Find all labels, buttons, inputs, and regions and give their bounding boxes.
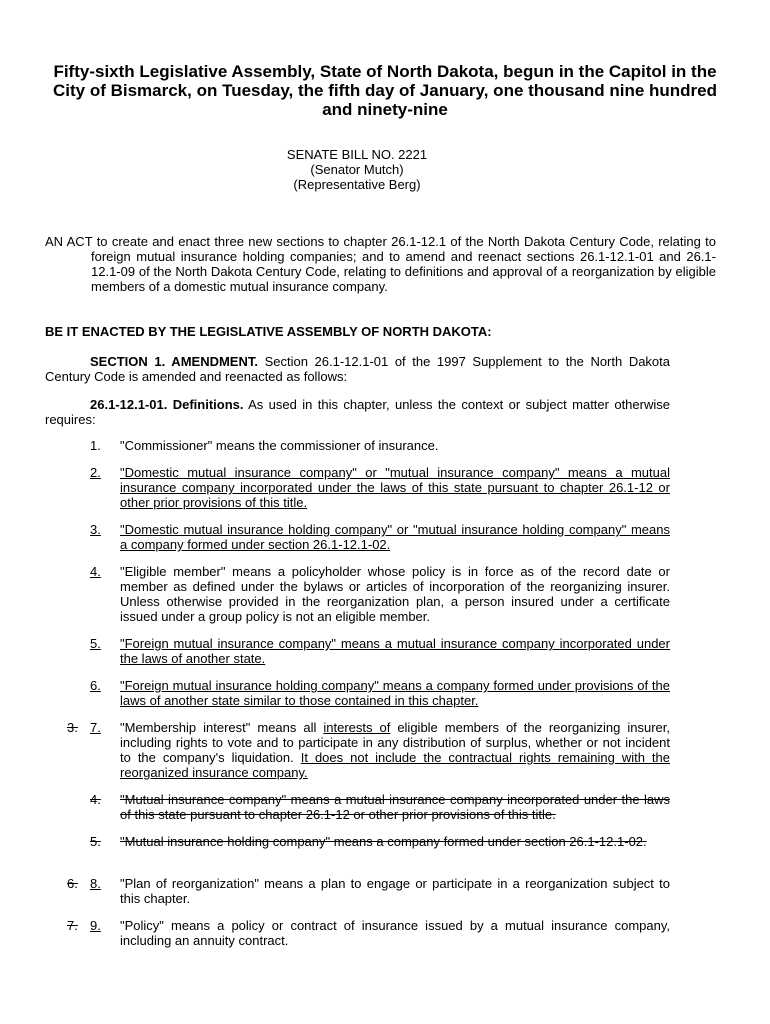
item-text: "Mutual insurance holding company" means a company formed under section 26.1-12.1-02. <box>120 834 647 849</box>
item-old-number: 7. <box>67 918 78 933</box>
act-paragraph: AN ACT to create and enact three new sections to chapter 26.1-12.1 of the North Dakota Century Code, relating to foreign mutual insurance holding companies; and to amend and reenact sections 26.1-12.1-01 and 26.1-12.1-09 of the North Dakota Century Code, relating to definitions and approval of a reorganization by eligible members of a domestic mutual insurance company. <box>45 234 716 294</box>
definition-item <box>45 720 670 780</box>
item-number: 1. <box>90 438 101 453</box>
item-number: 3. <box>90 522 101 537</box>
item-text: "Foreign mutual insurance company" means a mutual insurance company incorporated under the laws of another state. <box>120 636 670 666</box>
item-text-part: "Membership interest" means all <box>120 720 324 735</box>
item-number: 7. <box>90 720 101 735</box>
item-number: 9. <box>90 918 101 933</box>
item-number: 4. <box>90 792 101 807</box>
item-number: 5. <box>90 636 101 651</box>
item-text-inserted: interests of <box>323 720 391 735</box>
item-number: 2. <box>90 465 101 480</box>
definitions-text: As used in this chapter, unless the context or subject matter otherwise requires: <box>45 397 670 427</box>
enacting-clause: BE IT ENACTED BY THE LEGISLATIVE ASSEMBLY OF NORTH DAKOTA: <box>45 324 492 339</box>
bill-number: SENATE BILL NO. 2221 <box>286 147 428 162</box>
item-text: "Plan of reorganization" means a plan to engage or participate in a reorganization subject to this chapter. <box>120 876 670 906</box>
definition-item <box>45 636 670 666</box>
definition-item <box>45 465 670 510</box>
item-number: 5. <box>90 834 101 849</box>
definition-item-deleted <box>45 834 670 849</box>
section-1-heading: SECTION 1. AMENDMENT. <box>90 354 258 369</box>
bill-sponsor-representative: (Representative Berg) <box>293 177 421 192</box>
item-text: "Commissioner" means the commissioner of insurance. <box>120 438 439 453</box>
definition-item <box>45 876 670 906</box>
item-text: "Mutual insurance company" means a mutual insurance company incorporated under the laws of this state pursuant to chapter 26.1-12 or other prior provisions of this title. <box>120 792 670 822</box>
item-text <box>120 720 670 780</box>
item-number: 4. <box>90 564 101 579</box>
item-old-number: 3. <box>67 720 78 735</box>
definitions-heading: 26.1-12.1-01. Definitions. <box>90 397 244 412</box>
item-text-inserted: It does not include the contractual rights remaining with the reorganized insurance company. <box>120 750 670 780</box>
item-text: "Domestic mutual insurance holding company" or "mutual insurance holding company" means a company formed under section 26.1-12.1-02. <box>120 522 670 552</box>
bill-sponsor-senator: (Senator Mutch) <box>310 162 404 177</box>
document-title: Fifty-sixth Legislative Assembly, State of North Dakota, begun in the Capitol in the City of Bismarck, on Tuesday, the fifth day of January, one thousand nine hundred and ninety-nine <box>52 62 718 119</box>
item-text: "Domestic mutual insurance company" or "mutual insurance company" means a mutual insurance company incorporated under the laws of this state pursuant to chapter 26.1-12 or other prior provisions of this title. <box>120 465 670 510</box>
item-text-part: eligible members of the reorganizing insurer, including rights to vote and to participate in any distribution of surplus, whether or not incident to the company's liquidation. <box>120 720 670 765</box>
definition-item <box>45 564 670 624</box>
item-text: "Eligible member" means a policyholder whose policy is in force as of the record date or member as defined under the bylaws or articles of incorporation of the reorganizing insurer. Unless otherwise provided in the reorganization plan, a person insured under a certificate issued under a group policy is not an eligible member. <box>120 564 670 624</box>
item-text: "Policy" means a policy or contract of insurance issued by a mutual insurance company, including an annuity contract. <box>120 918 670 948</box>
item-number: 8. <box>90 876 101 891</box>
item-number: 6. <box>90 678 101 693</box>
definition-item <box>45 918 670 948</box>
bill-header <box>200 147 514 192</box>
item-text: "Foreign mutual insurance holding company" means a company formed under provisions of the laws of another state similar to those contained in this chapter. <box>120 678 670 708</box>
definition-item <box>45 438 670 453</box>
definition-item <box>45 678 670 708</box>
section-1-text: Section 26.1-12.1-01 of the 1997 Supplement to the North Dakota Century Code is amended and reenacted as follows: <box>45 354 671 384</box>
definition-item-deleted <box>45 792 670 822</box>
section-1-paragraph <box>45 354 670 384</box>
item-old-number: 6. <box>67 876 78 891</box>
definitions-paragraph <box>45 397 670 427</box>
definition-item <box>45 522 670 552</box>
